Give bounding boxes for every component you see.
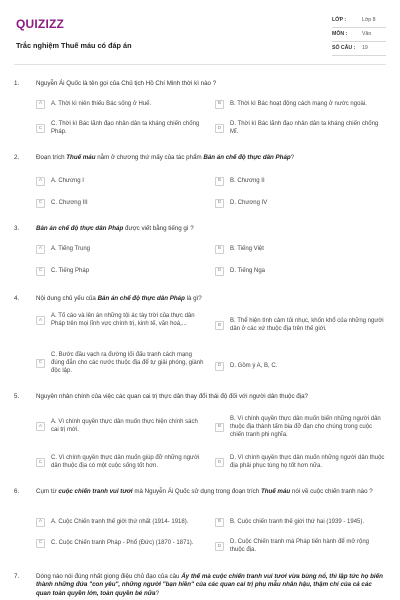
option-text: D. Chương IV [230,199,268,206]
option-key: B [215,423,224,432]
option-key: B [215,245,224,254]
option-text: D. Vì chính quyền thực dân muốn những người dân thuộc địa phải phục tùng họ tốt hơn nữa. [230,455,385,469]
question-number: 4. [14,295,20,302]
question-number: 2. [14,154,20,161]
quizizz-logo: QUIZIZZ [16,17,65,31]
option-a[interactable] [36,313,206,329]
meta-row-subject [332,28,386,42]
option-a[interactable] [36,100,206,109]
meta-value: Lớp 8 [362,16,376,23]
option-key: C [36,539,45,548]
question-text: Nguyên nhân chính của việc các quan cai trị thực dân thay đổi thái độ đối với người dân thuộc địa? [36,393,308,400]
option-a[interactable] [36,177,206,186]
option-key: B [215,100,224,109]
option-key: A [36,100,45,109]
option-c[interactable] [36,121,206,137]
option-key: D [215,362,224,371]
option-key: A [36,422,45,431]
option-text: B. Tiếng Việt [230,245,264,252]
question-text: Nguyễn Ái Quốc là tên gọi của Chủ tịch Hồ Chí Minh thời kì nào ? [36,80,217,87]
option-text: B. Chương II [230,177,265,184]
option-d[interactable] [215,121,385,137]
option-key: D [215,124,224,133]
option-d[interactable] [215,199,385,208]
option-c[interactable] [36,267,206,276]
meta-label: LỚP : [332,16,347,23]
worksheet-header [14,10,386,62]
option-c[interactable] [36,539,206,548]
option-text: A. Tố cáo và lên án những tội ác tày trời của thực dân Pháp trên mọi lĩnh vực chính trị, kinh tế, văn hoá,... [51,313,195,327]
option-key: A [36,177,45,186]
option-key: C [36,267,45,276]
option-text: B. Thể hiện tình cảm tủi nhục, khốn khổ của những người dân ở các xứ thuộc địa trên thế giới. [230,318,384,332]
option-d[interactable] [215,267,385,276]
option-text: B. Thời kì Bác hoạt động cách mạng ở nước ngoài. [230,100,367,107]
meta-row-class [332,14,386,28]
question-number: 6. [14,488,20,495]
option-d[interactable] [215,362,385,371]
option-key: C [36,359,45,368]
option-text: A. Chương I [51,177,84,184]
question-text: Bản án chế độ thực dân Pháp được viết bằng tiếng gì ? [36,225,194,232]
question-text: Dòng nào nói đúng nhất giọng điệu chủ đạo của câu Ấy thế mà cuộc chiến tranh vui tươi vừa bùng nổ, thì lập tức họ biến thành những đứa "con yêu", những người "bạn hiền" của các quan cai trị phụ mẫu nhân hậu, thậm chí của cả các quan toàn quyền lớn, toàn quyền bé nữa? [36,573,383,597]
option-key: D [215,199,224,208]
option-key: C [36,458,45,467]
option-key: B [215,177,224,186]
option-key: D [215,542,224,551]
option-c[interactable] [36,455,206,471]
option-d[interactable] [215,455,385,471]
option-a[interactable] [36,518,206,527]
meta-label: MÔN : [332,30,348,37]
question-number: 1. [14,80,20,87]
question-number: 5. [14,393,20,400]
option-text: D. Gồm ý A, B, C. [230,362,278,369]
option-key: A [36,518,45,527]
option-d[interactable] [215,539,385,555]
option-b[interactable] [215,318,385,334]
meta-row-count [332,42,386,56]
option-c[interactable] [36,352,206,375]
option-key: C [36,199,45,208]
option-key: D [215,267,224,276]
option-key: C [36,124,45,133]
option-key: A [36,245,45,254]
option-text: B. Cuộc chiến tranh thế giới thứ hai (1939 - 1945). [230,518,365,525]
meta-value: 19 [362,44,368,51]
question-number: 7. [14,573,20,580]
option-a[interactable] [36,419,206,435]
question-text: Nội dung chủ yếu của Bản án chế độ thực dân Pháp là gì? [36,295,202,302]
option-text: D. Cuộc Chiến tranh mà Pháp tiến hành để mở rộng thuộc địa. [230,539,370,553]
option-b[interactable] [215,177,385,186]
meta-table [332,14,386,56]
option-text: C. Chương III [51,199,88,206]
option-text: C. Tiếng Pháp [51,267,90,274]
question-number: 3. [14,225,20,232]
option-text: D. Thời kì Bác lãnh đạo nhân dân ta kháng chiến chống Mĩ. [230,121,379,135]
option-b[interactable] [215,518,385,527]
option-b[interactable] [215,245,385,254]
option-text: C. Vì chính quyền thực dân muốn giúp đỡ những người dân thuộc địa có một cuộc sống tốt hơn. [51,455,200,469]
meta-value: Văn [362,30,372,37]
option-key: B [215,321,224,330]
option-text: C. Cuộc Chiến tranh Pháp - Phổ (Đức) (1870 - 1871). [51,539,194,546]
option-text: C. Thời kì Bác lãnh đạo nhân dân ta kháng chiến chống Pháp. [51,121,200,135]
option-a[interactable] [36,245,206,254]
option-text: C. Bước đầu vạch ra đường lối đấu tranh cách mạng đúng đắn cho các nước thuộc địa để tự giải phóng, giành độc lập. [51,352,204,374]
option-text: A. Tiếng Trung [51,245,91,252]
meta-label: SỐ CÂU : [332,44,356,51]
option-text: A. Vì chính quyền thực dân muốn thực hiện chính sách cai trị mới. [51,419,198,433]
option-text: A. Cuộc Chiến tranh thế giới thứ nhất (1914- 1918). [51,518,189,525]
option-key: A [36,316,45,325]
option-text: B. Vì chính quyền thực dân muốn biến những người dân thuộc địa thành tấm bia đỡ đạn cho chúng trong cuộc chiến tranh phi nghĩa. [230,416,381,438]
page-title: Trắc nghiệm Thuế máu có đáp án [16,41,132,50]
option-c[interactable] [36,199,206,208]
option-text: D. Tiếng Nga [230,267,266,274]
option-text: A. Thời kì niên thiếu Bác sống ở Huế. [51,100,152,107]
option-key: D [215,458,224,467]
question-text: Cụm từ cuộc chiến tranh vui tươi mà Nguyễn Ái Quốc sử dụng trong đoạn trích Thuế máu nói về cuộc chiến tranh nào ? [36,488,373,495]
header-divider [14,64,386,65]
question-text: Đoạn trích Thuế máu nằm ở chương thứ mấy của tác phẩm Bản án chế độ thực dân Pháp? [36,154,295,161]
option-key: B [215,518,224,527]
option-b[interactable] [215,100,385,109]
option-b[interactable] [215,416,385,439]
